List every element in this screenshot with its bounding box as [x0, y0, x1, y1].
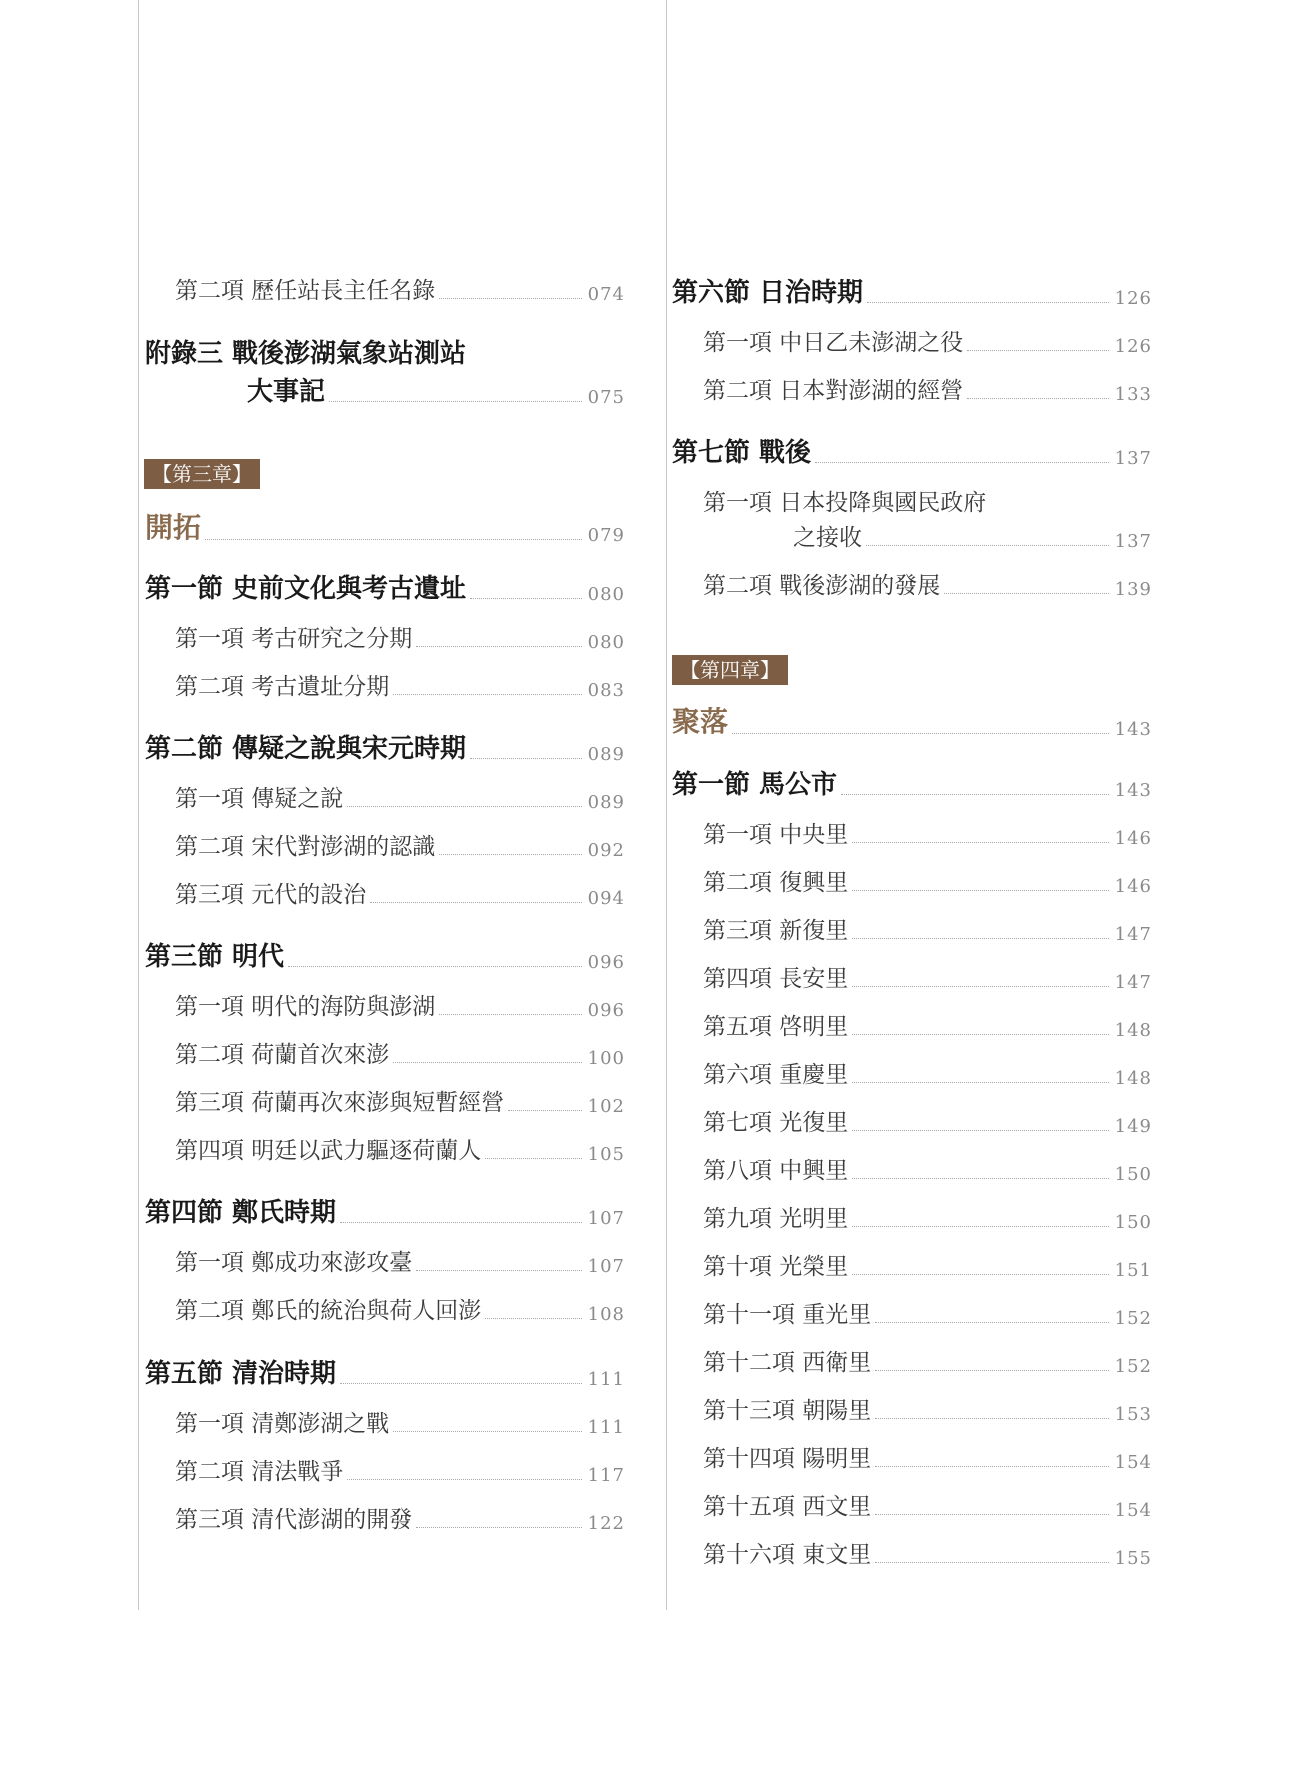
page-number: 092	[587, 840, 625, 861]
leader-dots	[866, 545, 1109, 546]
leader-dots	[852, 1034, 1108, 1035]
toc-entry[interactable]	[703, 816, 1152, 849]
leader-dots	[852, 1274, 1108, 1275]
entry-label: 第一項 鄭成功來澎攻臺	[175, 1250, 413, 1276]
page-number: 083	[587, 680, 625, 701]
page-number: 089	[587, 792, 625, 813]
leader-dots	[852, 890, 1108, 891]
toc-entry[interactable]	[703, 1296, 1152, 1329]
toc-entry-section[interactable]	[672, 432, 1152, 469]
toc-entry-appendix[interactable]	[247, 371, 625, 408]
page-number: 079	[587, 525, 625, 546]
chapter-title: 聚落	[672, 705, 729, 738]
toc-entry[interactable]	[703, 960, 1152, 993]
section-label: 第七節 戰後	[672, 438, 812, 468]
entry-label: 第二項 歷任站長主任名錄	[175, 278, 436, 304]
page-number: 111	[587, 1417, 625, 1438]
page-number: 153	[1114, 1404, 1152, 1425]
leader-dots	[485, 1158, 581, 1159]
leader-dots	[470, 758, 582, 759]
entry-label: 第二項 日本對澎湖的經營	[703, 378, 964, 404]
leader-dots	[841, 794, 1109, 795]
page-number: 080	[587, 584, 625, 605]
entry-label: 第二項 荷蘭首次來澎	[175, 1042, 390, 1068]
leader-dots	[875, 1370, 1108, 1371]
toc-entry[interactable]	[703, 1440, 1152, 1473]
entry-label: 第八項 中興里	[703, 1158, 849, 1184]
leader-dots	[439, 1014, 581, 1015]
leader-dots	[967, 398, 1108, 399]
page-number: 152	[1114, 1308, 1152, 1329]
leader-dots	[875, 1514, 1108, 1515]
entry-label-line2: 之接收	[793, 525, 862, 551]
toc-entry[interactable]	[703, 324, 1152, 357]
section-label: 第四節 鄭氏時期	[145, 1198, 337, 1228]
leader-dots	[944, 593, 1108, 594]
page-number: 074	[587, 284, 625, 305]
page-number: 117	[587, 1465, 625, 1486]
leader-dots	[205, 539, 582, 540]
page-number: 107	[587, 1256, 625, 1277]
toc-entry[interactable]	[703, 1488, 1152, 1521]
toc-entry[interactable]	[175, 272, 625, 305]
page-number: 107	[587, 1208, 625, 1229]
page-number: 094	[587, 888, 625, 909]
entry-label: 第一項 中日乙未澎湖之役	[703, 330, 964, 356]
page-number: 126	[1114, 336, 1152, 357]
leader-dots	[340, 1222, 582, 1223]
page-number: 150	[1114, 1164, 1152, 1185]
entry-label: 第十一項 重光里	[703, 1302, 872, 1328]
toc-entry-chapter[interactable]	[145, 506, 625, 546]
page-number: 122	[587, 1513, 625, 1534]
toc-entry[interactable]	[703, 1056, 1152, 1089]
page-number: 139	[1114, 579, 1152, 600]
toc-entry[interactable]	[703, 1344, 1152, 1377]
toc-entry[interactable]	[703, 1152, 1152, 1185]
toc-entry[interactable]	[175, 1405, 625, 1438]
entry-label: 第十項 光榮里	[703, 1254, 849, 1280]
leader-dots	[875, 1562, 1108, 1563]
left-margin-rule	[138, 0, 139, 1610]
page-number: 089	[587, 744, 625, 765]
toc-entry[interactable]	[175, 1084, 625, 1117]
leader-dots	[852, 938, 1108, 939]
page-number: 151	[1114, 1260, 1152, 1281]
toc-entry[interactable]	[175, 668, 625, 701]
section-label: 第六節 日治時期	[672, 278, 864, 308]
entry-label: 第十二項 西衛里	[703, 1350, 872, 1376]
toc-entry[interactable]	[175, 1244, 625, 1277]
page-number: 147	[1114, 972, 1152, 993]
leader-dots	[393, 694, 581, 695]
toc-entry-section[interactable]	[145, 1192, 625, 1229]
entry-label: 第九項 光明里	[703, 1206, 849, 1232]
toc-entry[interactable]	[175, 1501, 625, 1534]
leader-dots	[508, 1110, 581, 1111]
leader-dots	[393, 1062, 581, 1063]
leader-dots	[852, 1130, 1108, 1131]
toc-entry-section[interactable]	[672, 272, 1152, 309]
entry-label: 第三項 荷蘭再次來澎與短暫經營	[175, 1090, 505, 1116]
toc-entry[interactable]	[703, 1008, 1152, 1041]
leader-dots	[416, 1270, 581, 1271]
toc-entry-section[interactable]	[672, 764, 1152, 801]
entry-label: 第十三項 朝陽里	[703, 1398, 872, 1424]
leader-dots	[815, 462, 1109, 463]
toc-entry[interactable]	[703, 864, 1152, 897]
toc-entry[interactable]	[703, 1392, 1152, 1425]
page-number: 143	[1114, 719, 1152, 740]
toc-entry[interactable]	[703, 1104, 1152, 1137]
page-number: 133	[1114, 384, 1152, 405]
leader-dots	[370, 902, 581, 903]
leader-dots	[852, 1082, 1108, 1083]
toc-entry[interactable]	[703, 1200, 1152, 1233]
leader-dots	[852, 1226, 1108, 1227]
entry-label: 第二項 鄭氏的統治與荷人回澎	[175, 1298, 482, 1324]
leader-dots	[340, 1383, 582, 1384]
page-number: 102	[587, 1096, 625, 1117]
leader-dots	[967, 350, 1108, 351]
toc-entry[interactable]	[703, 1248, 1152, 1281]
leader-dots	[852, 1178, 1108, 1179]
chapter-title: 開拓	[145, 511, 202, 544]
leader-dots	[439, 854, 581, 855]
leader-dots	[875, 1322, 1108, 1323]
entry-label: 第三項 清代澎湖的開發	[175, 1507, 413, 1533]
toc-entry[interactable]	[175, 620, 625, 653]
entry-label: 第二項 清法戰爭	[175, 1459, 344, 1485]
entry-label: 大事記	[247, 377, 326, 407]
toc-entry-section[interactable]	[145, 1353, 625, 1390]
toc-entry[interactable]	[175, 828, 625, 861]
toc-entry-section[interactable]	[145, 728, 625, 765]
entry-label: 第二項 宋代對澎湖的認識	[175, 834, 436, 860]
leader-dots	[393, 1431, 581, 1432]
page-number: 154	[1114, 1452, 1152, 1473]
page-number: 105	[587, 1144, 625, 1165]
leader-dots	[439, 298, 581, 299]
toc-entry[interactable]	[175, 1292, 625, 1325]
toc-entry[interactable]	[175, 988, 625, 1021]
page-number: 147	[1114, 924, 1152, 945]
entry-label: 第一項 明代的海防與澎湖	[175, 994, 436, 1020]
leader-dots	[852, 986, 1108, 987]
entry-label: 第十五項 西文里	[703, 1494, 872, 1520]
page-number: 155	[1114, 1548, 1152, 1569]
section-label: 第二節 傳疑之說與宋元時期	[145, 734, 467, 764]
entry-label: 第十四項 陽明里	[703, 1446, 872, 1472]
toc-entry[interactable]	[175, 1453, 625, 1486]
page-number: 146	[1114, 828, 1152, 849]
toc-entry[interactable]	[175, 876, 625, 909]
leader-dots	[347, 1479, 581, 1480]
page-number: 152	[1114, 1356, 1152, 1377]
entry-label: 第三項 元代的設治	[175, 882, 367, 908]
page-number: 143	[1114, 780, 1152, 801]
leader-dots	[416, 646, 581, 647]
leader-dots	[416, 1527, 581, 1528]
page-number: 137	[1114, 531, 1152, 552]
entry-label-line1: 第一項 日本投降與國民政府	[703, 490, 987, 516]
entry-label: 第一項 清鄭澎湖之戰	[175, 1411, 390, 1437]
toc-entry-section[interactable]	[145, 936, 625, 973]
leader-dots	[875, 1418, 1108, 1419]
entry-label: 第四項 明廷以武力驅逐荷蘭人	[175, 1138, 482, 1164]
entry-label: 第五項 啓明里	[703, 1014, 849, 1040]
page-number: 111	[587, 1369, 625, 1390]
page-number: 137	[1114, 448, 1152, 469]
page-number: 108	[587, 1304, 625, 1325]
leader-dots	[867, 302, 1109, 303]
entry-label: 第四項 長安里	[703, 966, 849, 992]
entry-label: 第七項 光復里	[703, 1110, 849, 1136]
page-number: 100	[587, 1048, 625, 1069]
toc-entry-section[interactable]	[145, 568, 625, 605]
entry-label: 第二項 考古遺址分期	[175, 674, 390, 700]
page-number: 149	[1114, 1116, 1152, 1137]
entry-label: 第二項 戰後澎湖的發展	[703, 573, 941, 599]
page-number: 154	[1114, 1500, 1152, 1521]
leader-dots	[852, 842, 1108, 843]
page-number: 150	[1114, 1212, 1152, 1233]
section-label: 第一節 馬公市	[672, 770, 838, 800]
entry-label: 第一項 傳疑之說	[175, 786, 344, 812]
entry-label: 第三項 新復里	[703, 918, 849, 944]
leader-dots	[470, 598, 582, 599]
page-number: 075	[587, 387, 625, 408]
toc-entry[interactable]	[175, 1132, 625, 1165]
toc-entry[interactable]	[703, 912, 1152, 945]
toc-entry[interactable]	[175, 1036, 625, 1069]
chapter-badge: 【第三章】	[144, 459, 260, 489]
leader-dots	[875, 1466, 1108, 1467]
entry-label: 第十六項 東文里	[703, 1542, 872, 1568]
toc-entry[interactable]	[793, 519, 1152, 552]
appendix-title-line1: 附錄三 戰後澎湖氣象站測站	[145, 339, 467, 369]
toc-entry-chapter[interactable]	[672, 700, 1152, 740]
center-divider-rule	[666, 0, 667, 1610]
section-label: 第一節 史前文化與考古遺址	[145, 574, 467, 604]
page-number: 080	[587, 632, 625, 653]
page-number: 096	[587, 952, 625, 973]
chapter-badge: 【第四章】	[672, 655, 788, 685]
section-label: 第三節 明代	[145, 942, 285, 972]
toc-entry[interactable]	[703, 567, 1152, 600]
section-label: 第五節 清治時期	[145, 1359, 337, 1389]
leader-dots	[347, 806, 581, 807]
entry-label: 第二項 復興里	[703, 870, 849, 896]
leader-dots	[288, 966, 582, 967]
page-number: 148	[1114, 1020, 1152, 1041]
entry-label: 第六項 重慶里	[703, 1062, 849, 1088]
page-number: 126	[1114, 288, 1152, 309]
entry-label: 第一項 中央里	[703, 822, 849, 848]
page-number: 148	[1114, 1068, 1152, 1089]
toc-entry[interactable]	[703, 1536, 1152, 1569]
leader-dots	[485, 1318, 581, 1319]
page-number: 146	[1114, 876, 1152, 897]
page-number: 096	[587, 1000, 625, 1021]
toc-entry[interactable]	[175, 780, 625, 813]
entry-label: 第一項 考古研究之分期	[175, 626, 413, 652]
leader-dots	[732, 733, 1109, 734]
leader-dots	[329, 401, 582, 402]
toc-entry[interactable]	[703, 372, 1152, 405]
